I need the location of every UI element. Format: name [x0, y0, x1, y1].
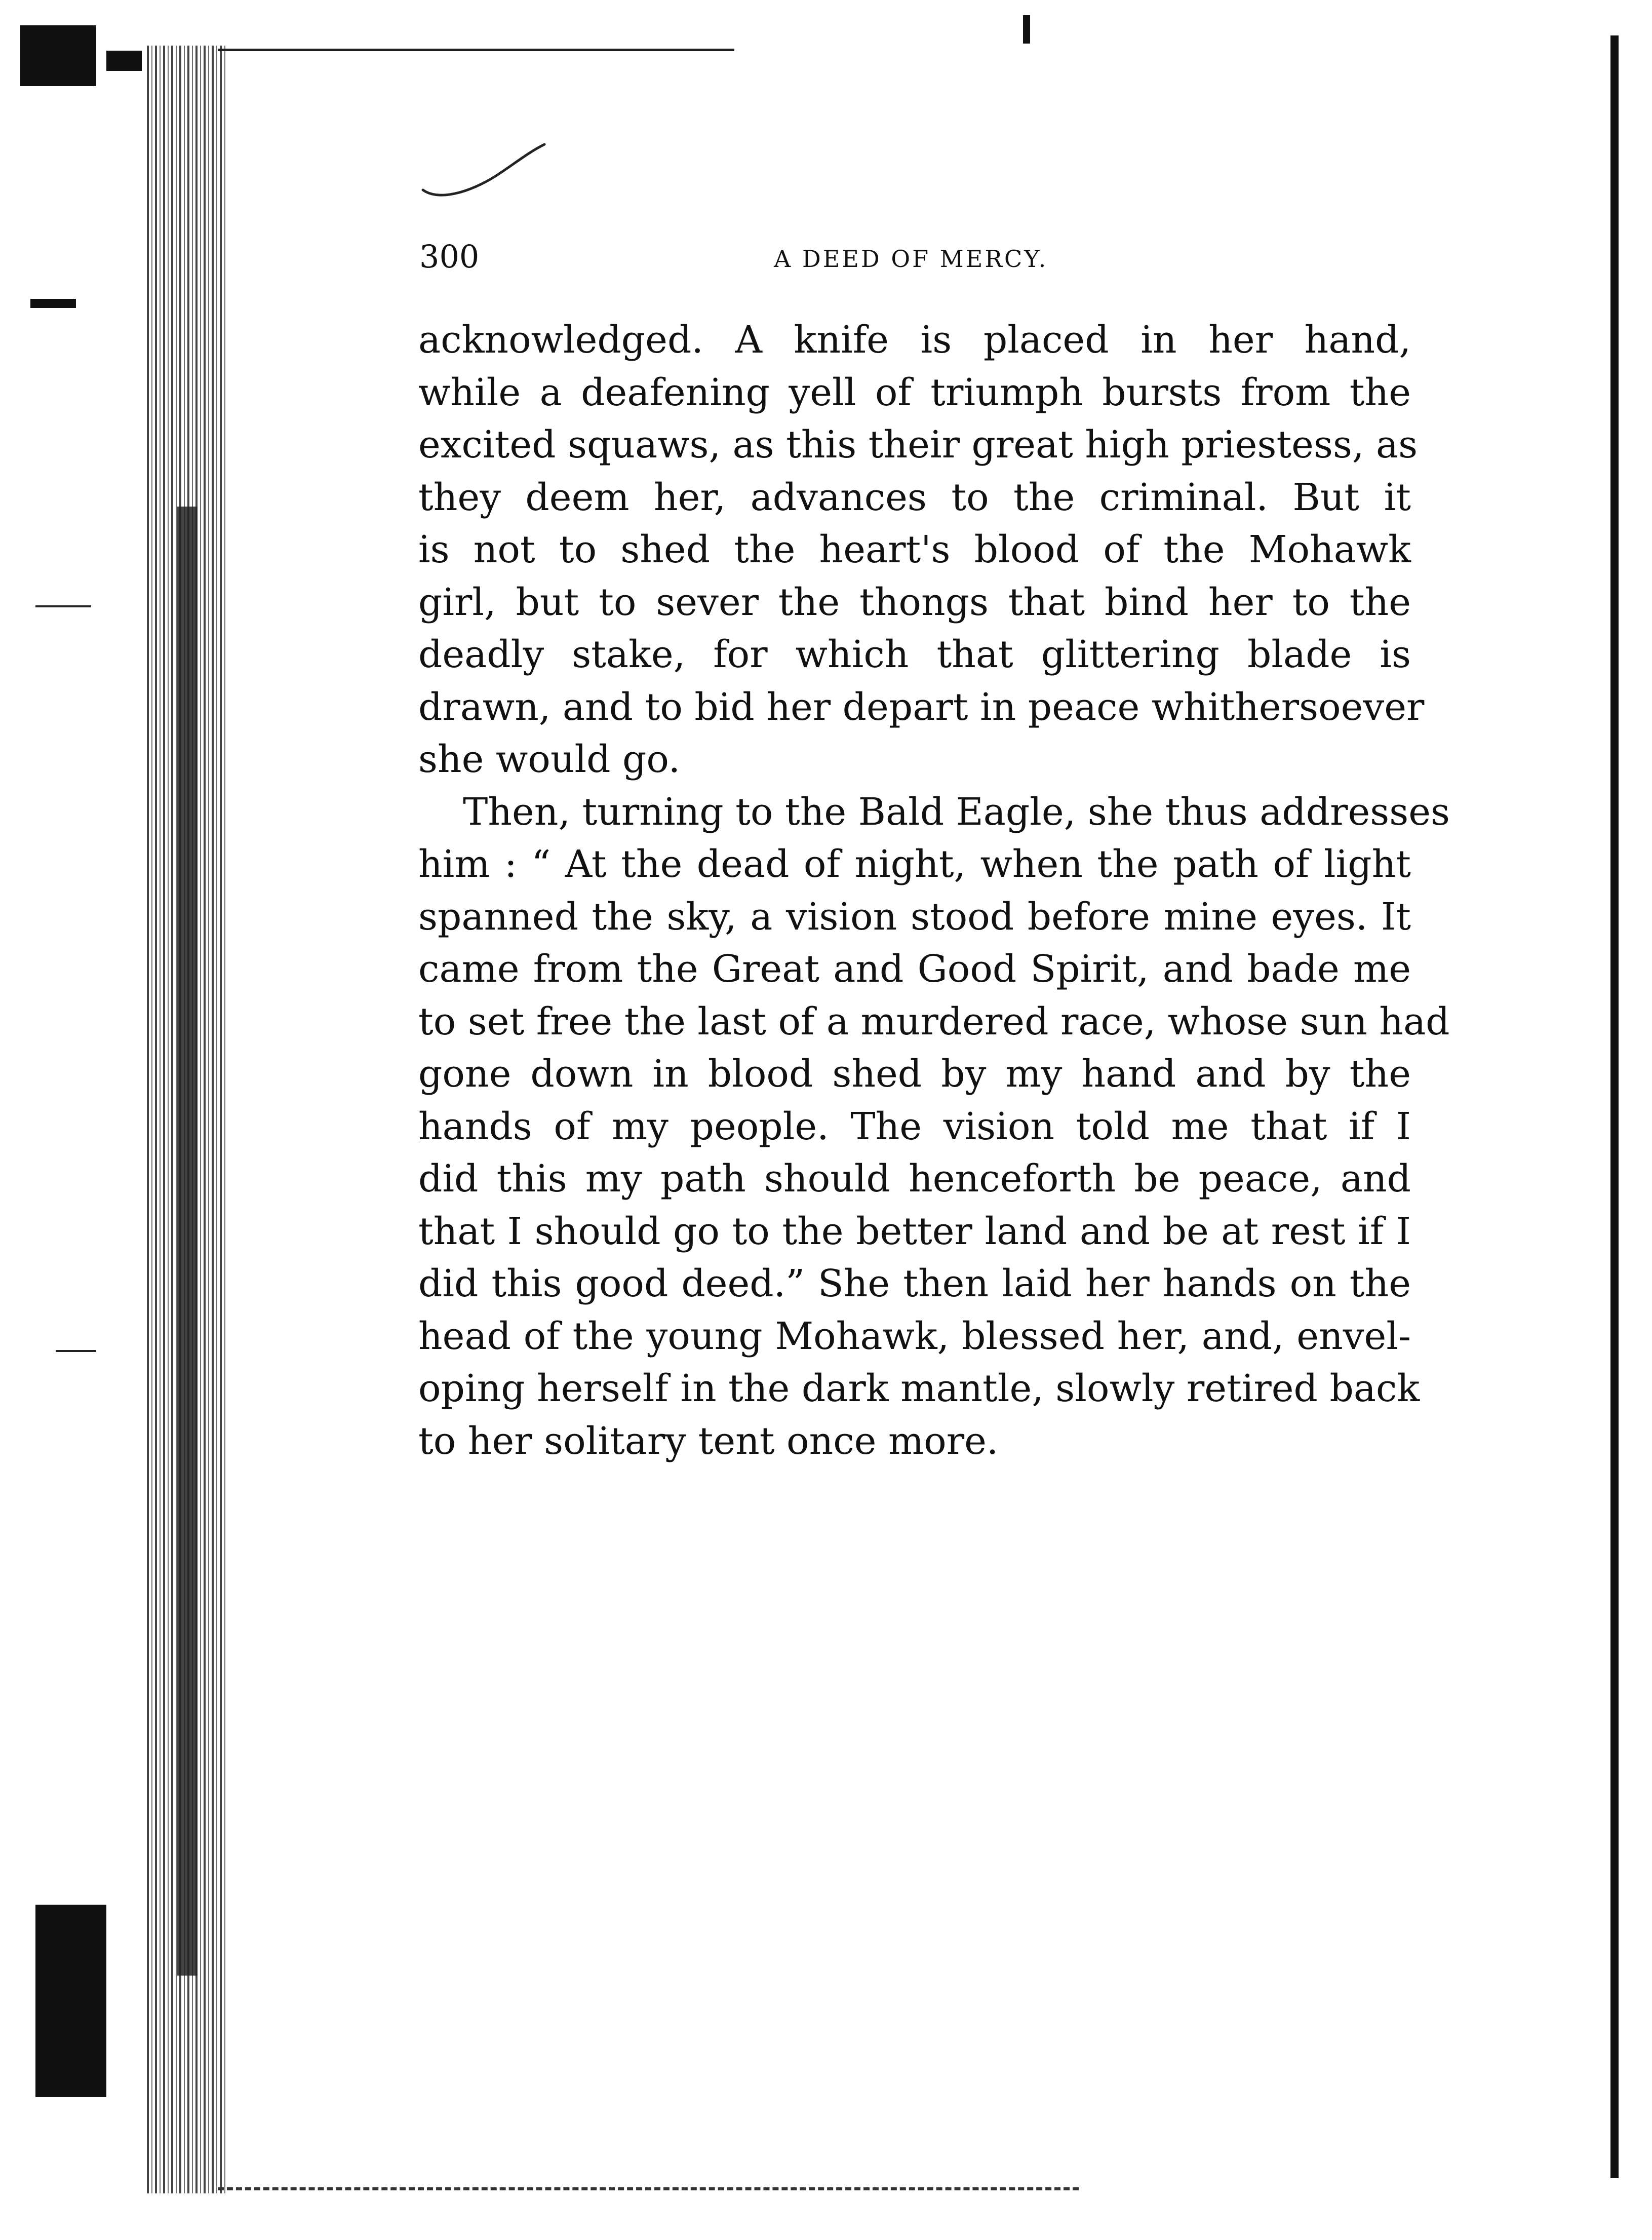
text-line: gone down in blood shed by my hand and by the	[418, 1052, 1411, 1096]
scan-margin-tick	[35, 605, 91, 607]
running-head: A DEED OF MERCY.	[774, 245, 1048, 273]
text-line: acknowledged. A knife is placed in her hand,	[418, 318, 1411, 362]
text-line: head of the young Mohawk, blessed her, and, envel-	[418, 1314, 1411, 1358]
text-line: drawn, and to bid her depart in peace whithersoever	[418, 685, 1425, 729]
paragraph	[418, 314, 1425, 786]
text-line: hands of my people. The vision told me that if I	[418, 1104, 1411, 1148]
scan-margin-tick	[56, 1350, 96, 1352]
text-line: to her solitary tent once more.	[418, 1419, 999, 1463]
text-line: that I should go to the better land and be at rest if I	[418, 1209, 1411, 1253]
scan-top-mark	[1023, 15, 1030, 44]
scan-margin-dash	[30, 299, 76, 308]
text-line: did this good deed.” She then laid her hands on the	[418, 1262, 1411, 1305]
text-line: oping herself in the dark mantle, slowly retired back	[418, 1367, 1420, 1410]
text-line: while a deafening yell of triumph bursts from the	[418, 370, 1411, 414]
scan-corner-mark-top	[20, 25, 96, 86]
scan-corner-mark-top-small	[106, 51, 142, 71]
text-line: is not to shed the heart's blood of the Mohawk	[418, 528, 1411, 571]
text-line: him : “ At the dead of night, when the path of light	[418, 842, 1411, 886]
text-line: to set free the last of a murdered race, whose sun had	[418, 999, 1450, 1044]
pen-mark	[420, 142, 552, 208]
page-number: 300	[419, 238, 480, 275]
text-line: spanned the sky, a vision stood before mine eyes. It	[418, 895, 1411, 939]
book-gutter-shadow	[177, 507, 198, 1976]
page-top-edge	[218, 49, 734, 51]
paragraph	[418, 786, 1450, 1468]
text-line: they deem her, advances to the criminal. But it	[418, 475, 1411, 519]
text-line: came from the Great and Good Spirit, and bade me	[418, 947, 1411, 991]
text-line: Then, turning to the Bald Eagle, she thus addresses	[463, 790, 1450, 834]
text-line: excited squaws, as this their great high priestess, as	[418, 423, 1418, 467]
body-text	[418, 314, 1450, 1467]
text-line: did this my path should henceforth be peace, and	[418, 1157, 1411, 1201]
text-line: she would go.	[418, 738, 681, 781]
text-line: deadly stake, for which that glittering blade is	[418, 633, 1411, 676]
scan-corner-mark-bottom	[35, 1905, 106, 2097]
text-line: girl, but to sever the thongs that bind her to the	[418, 580, 1411, 624]
page-header	[419, 238, 1412, 279]
page-bottom-edge	[218, 2187, 1079, 2190]
page-right-edge	[1610, 35, 1619, 2178]
